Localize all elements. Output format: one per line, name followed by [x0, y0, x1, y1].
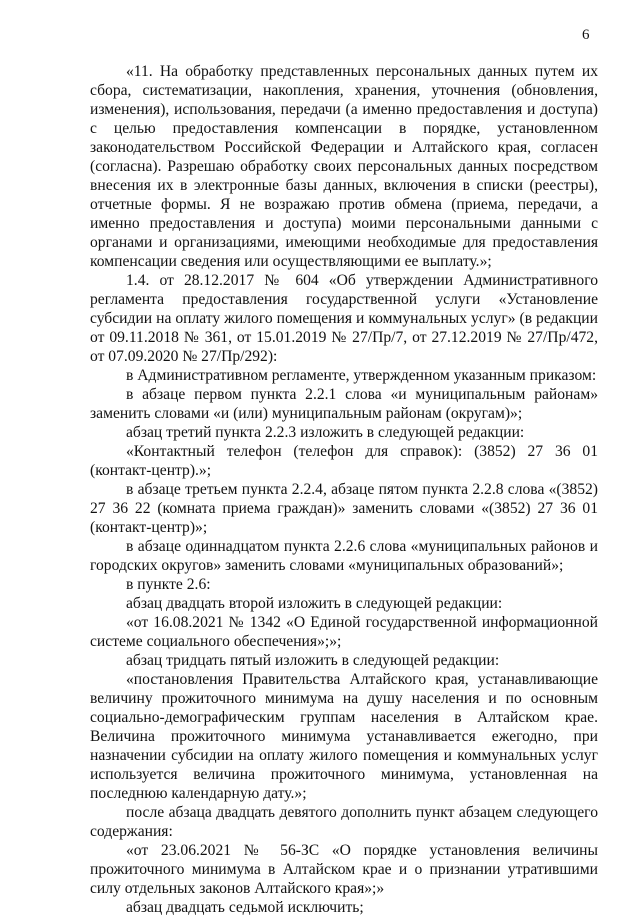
paragraph-35th: абзац тридцать пятый изложить в следующей редакции:: [126, 652, 500, 669]
paragraph-2-2-3: абзац третий пункта 2.2.3 изложить в следующей редакции:: [126, 424, 525, 441]
paragraph-22nd: абзац двадцать второй изложить в следующей редакции:: [126, 595, 503, 612]
paragraph-2-2-1: в абзаце первом пункта 2.2.1 слова «и муниципальным районам» заменить словами «и (или) муниципальным районам (округам)»;: [90, 386, 598, 422]
page-number: 6: [582, 27, 590, 43]
paragraph-law-56-zs: «от 23.06.2021 № 56-ЗС «О порядке установления величины прожиточного минимума в Алтайском крае и о признании утратившими силу отдельных законов Алтайского края»;»: [90, 842, 598, 897]
paragraph-regulation-intro: в Административном регламенте, утвержденном указанным приказом:: [126, 367, 597, 384]
paragraph-contact-phone: «Контактный телефон (телефон для справок): (3852) 27 36 01 (контакт-центр).»;: [90, 443, 598, 479]
paragraph-government-resolution: «постановления Правительства Алтайского края, устанавливающие величину прожиточного минимума на душу населения и по основным социально-демографическим группам населения в Алтайском крае. Величина прожиточного минимума устанавливается ежегодно, при назначении субсидии на оплату жилого помещения и коммунальных услуг используется величина прожиточного минимума, установленная на последнюю календарную дату.»;: [90, 671, 598, 802]
paragraph-2-6: в пункте 2.6:: [126, 576, 211, 593]
paragraph-2-2-6: в абзаце одиннадцатом пункта 2.2.6 слова «муниципальных районов и городских округов» заменить словами «муниципальных образований»;: [90, 538, 598, 574]
paragraph-consent: «11. На обработку представленных персональных данных путем их сбора, систематизации, накопления, хранения, уточнения (обновления, изменения), использования, передачи (а именно предоставления и доступа) с целью предоставления компенсации в порядке, установленном законодательством Российской Федерации и Алтайского края, согласен (согласна). Разрешаю обработку своих персональных данных посредством внесения их в электронные базы данных, включения в списки (реестры), отчетные формы. Я не возражаю против обмена (приема, передачи, а именно предоставления и доступа) моими персональными данными с органами и организациями, имеющими необходимые для предоставления компенсации сведения или осуществляющими ее выплату.»;: [90, 63, 598, 270]
paragraph-order-604: 1.4. от 28.12.2017 № 604 «Об утверждении Административного регламента предоставления государственной услуги «Установление субсидии на оплату жилого помещения и коммунальных услуг» (в редакции от 09.11.2018 № 361, от 15.01.2019 № 27/Пр/7, от 27.12.2019 № 27/Пр/472, от 07.09.2020 № 27/Пр/292):: [90, 272, 598, 365]
paragraph-law-1342: «от 16.08.2021 № 1342 «О Единой государственной информационной системе социального обеспечения»;»;: [90, 614, 598, 650]
paragraph-27th-excluded: абзац двадцать седьмой исключить;: [126, 899, 364, 916]
document-body: [90, 62, 598, 917]
paragraph-after-29th: после абзаца двадцать девятого дополнить пункт абзацем следующего содержания:: [90, 804, 598, 840]
paragraph-2-2-4: в абзаце третьем пункта 2.2.4, абзаце пятом пункта 2.2.8 слова «(3852) 27 36 22 (комната приема граждан)» заменить словами «(3852) 27 36 01 (контакт-центр)»;: [90, 481, 598, 536]
